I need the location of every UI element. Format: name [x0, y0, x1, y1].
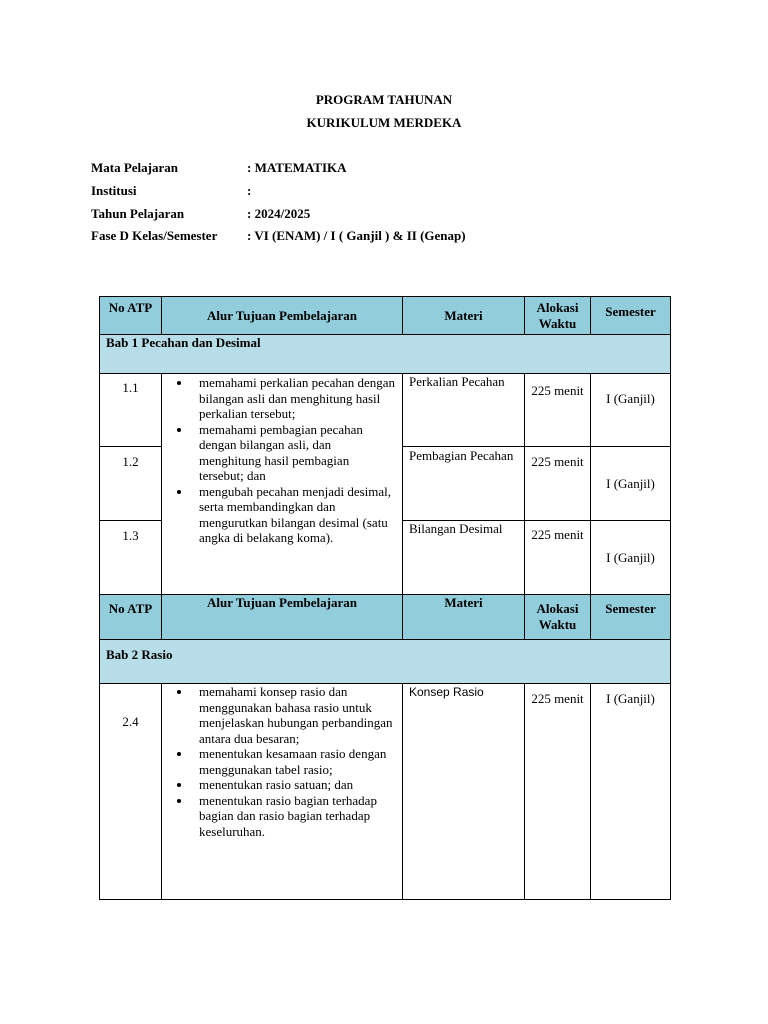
materi-cell: Bilangan Desimal — [403, 521, 525, 595]
alokasi-cell: 225 menit — [525, 521, 591, 595]
header-no-atp: No ATP — [100, 595, 162, 640]
meta-value: : 2024/2025 — [247, 206, 311, 221]
atp-point-list — [168, 684, 396, 839]
alokasi-cell: 225 menit — [525, 374, 591, 447]
list-item: • menentukan rasio satuan; dan — [192, 777, 396, 793]
list-item: • memahami perkalian pecahan dengan bilangan asli dan menghitung hasil perkalian tersebut; — [192, 375, 396, 422]
meta-label: Institusi — [91, 183, 137, 198]
header-materi: Materi — [403, 595, 525, 640]
list-item: • mengubah pecahan menjadi desimal, serta membandingkan dan mengurutkan bilangan desimal (satu angka di belakang koma). — [192, 484, 396, 546]
semester-cell: I (Ganjil) — [591, 447, 671, 521]
alokasi-cell: 225 menit — [525, 447, 591, 521]
chapter-row — [100, 640, 671, 684]
chapter-row — [100, 335, 671, 374]
atp-description — [162, 374, 403, 595]
header-atp: Alur Tujuan Pembelajaran — [162, 595, 403, 640]
semester-cell: I (Ganjil) — [591, 521, 671, 595]
materi-cell: Perkalian Pecahan — [403, 374, 525, 447]
list-item: • memahami konsep rasio dan menggunakan bahasa rasio untuk menjelaskan hubungan perbandingan antara dua besaran; — [192, 684, 396, 746]
header-atp: Alur Tujuan Pembelajaran — [162, 297, 403, 335]
atp-description — [162, 684, 403, 900]
list-item: • menentukan kesamaan rasio dengan menggunakan tabel rasio; — [192, 746, 396, 777]
header-semester: Semester — [591, 297, 671, 335]
atp-number: 2.4 — [100, 684, 162, 900]
chapter-title: Bab 2 Rasio — [100, 640, 671, 684]
meta-value: : — [247, 183, 252, 198]
chapter-title: Bab 1 Pecahan dan Desimal — [100, 335, 671, 374]
meta-label: Fase D Kelas/Semester — [91, 228, 218, 243]
alokasi-cell: 225 menit — [525, 684, 591, 900]
table-row — [100, 374, 671, 447]
header-alokasi: Alokasi Waktu — [525, 595, 591, 640]
meta-label: Tahun Pelajaran — [91, 206, 185, 221]
table-header-row — [100, 595, 671, 640]
header-materi: Materi — [403, 297, 525, 335]
list-item: • memahami pembagian pecahan dengan bilangan asli, dan menghitung hasil pembagian tersebut; dan — [192, 422, 396, 484]
header-no-atp: No ATP — [100, 297, 162, 335]
atp-number: 1.2 — [100, 447, 162, 521]
document-title: PROGRAM TAHUNAN — [315, 92, 453, 107]
header-alokasi: Alokasi Waktu — [525, 297, 591, 335]
semester-cell: I (Ganjil) — [591, 374, 671, 447]
materi-cell: Pembagian Pecahan — [403, 447, 525, 521]
materi-cell: Konsep Rasio — [403, 684, 525, 900]
table-row — [100, 684, 671, 900]
document-subtitle: KURIKULUM MERDEKA — [306, 115, 462, 130]
atp-number: 1.3 — [100, 521, 162, 595]
meta-label: Mata Pelajaran — [91, 160, 179, 175]
atp-point-list — [168, 375, 396, 546]
atp-table — [99, 296, 671, 900]
list-item: • menentukan rasio bagian terhadap bagian dan rasio bagian terhadap keseluruhan. — [192, 793, 396, 840]
header-semester: Semester — [591, 595, 671, 640]
table-header-row — [100, 297, 671, 335]
meta-value: : MATEMATIKA — [247, 160, 347, 175]
meta-value: : VI (ENAM) / I ( Ganjil ) & II (Genap) — [247, 228, 466, 243]
atp-number: 1.1 — [100, 374, 162, 447]
semester-cell: I (Ganjil) — [591, 684, 671, 900]
